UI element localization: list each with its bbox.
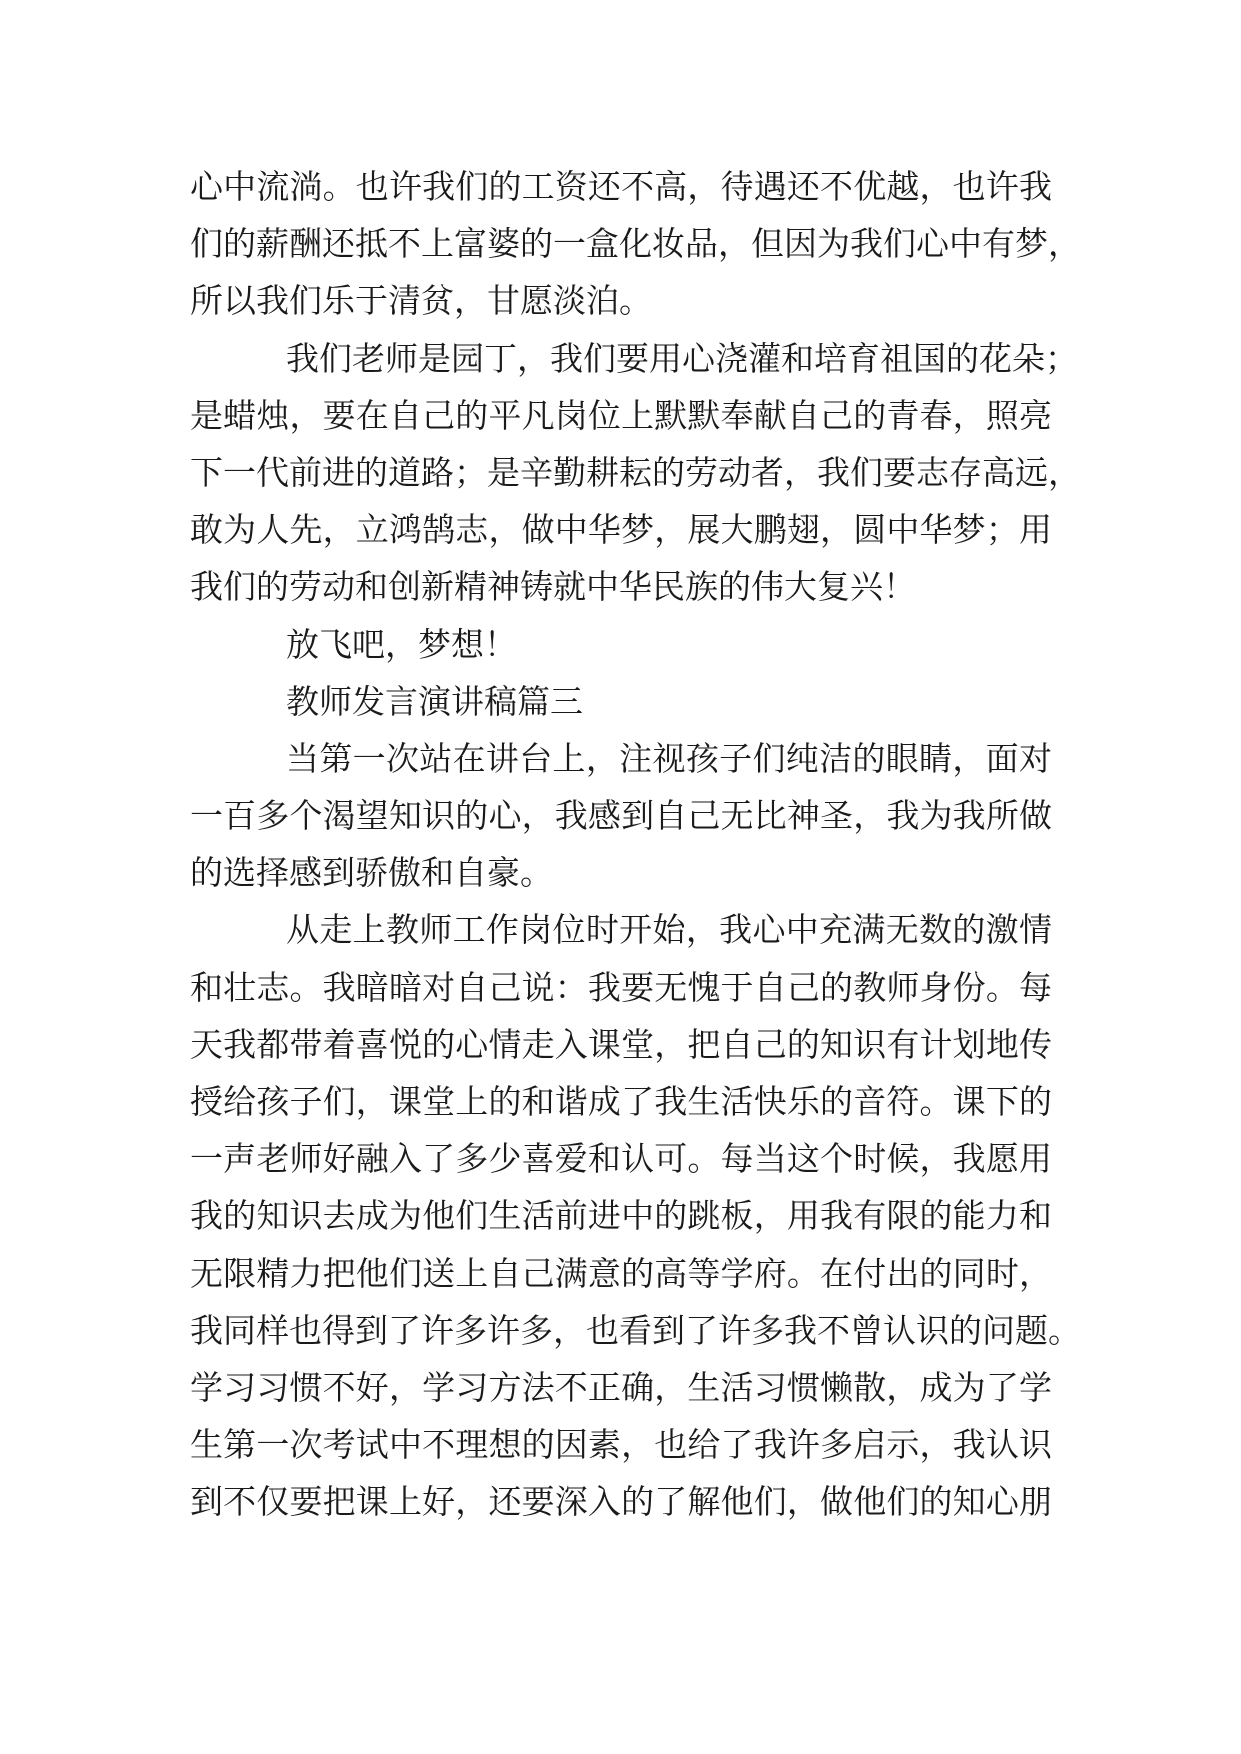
- text-line: 们的薪酬还抵不上富婆的一盒化妆品，但因为我们心中有梦，: [190, 224, 1081, 264]
- text-line: 从走上教师工作岗位时开始，我心中充满无数的激情: [286, 910, 1052, 950]
- text-line: 天我都带着喜悦的心情走入课堂，把自己的知识有计划地传: [190, 1024, 1052, 1064]
- text-line: 授给孩子们，课堂上的和谐成了我生活快乐的音符。课下的: [190, 1082, 1052, 1121]
- section-heading: 教师发言演讲稿篇三: [286, 681, 583, 721]
- text-line: 一声老师好融入了多少喜爱和认可。每当这个时候，我愿用: [190, 1139, 1052, 1179]
- text-line: 我同样也得到了许多许多，也看到了许多我不曾认识的问题。: [190, 1310, 1081, 1350]
- text-line: 当第一次站在讲台上，注视孩子们纯洁的眼睛，面对: [286, 738, 1052, 778]
- text-line: 一百多个渴望知识的心，我感到自己无比神圣，我为我所做: [190, 796, 1052, 836]
- text-line: 生第一次考试中不理想的因素，也给了我许多启示，我认识: [190, 1425, 1052, 1465]
- text-line: 的选择感到骄傲和自豪。: [190, 853, 553, 893]
- body-text: [190, 158, 1081, 1531]
- text-line: 无限精力把他们送上自己满意的高等学府。在付出的同时，: [190, 1253, 1052, 1293]
- text-line: 放飞吧，梦想！: [286, 624, 517, 664]
- text-line: 我们老师是园丁，我们要用心浇灌和培育祖国的花朵；: [286, 338, 1078, 378]
- text-line: 是蜡烛，要在自己的平凡岗位上默默奉献自己的青春，照亮: [190, 395, 1052, 435]
- text-line: 学习习惯不好，学习方法不正确，生活习惯懒散，成为了学: [190, 1367, 1052, 1407]
- text-line: 敢为人先，立鸿鹄志，做中华梦，展大鹏翅，圆中华梦；用: [190, 510, 1052, 550]
- text-line: 我的知识去成为他们生活前进中的跳板，用我有限的能力和: [190, 1196, 1052, 1236]
- text-line: 下一代前进的道路；是辛勤耕耘的劳动者，我们要志存高远，: [190, 452, 1081, 492]
- text-line: 所以我们乐于清贫，甘愿淡泊。: [190, 281, 652, 321]
- text-line: 到不仅要把课上好，还要深入的了解他们，做他们的知心朋: [190, 1482, 1052, 1522]
- text-line: 我们的劳动和创新精神铸就中华民族的伟大复兴！: [190, 567, 916, 607]
- text-line: 和壮志。我暗暗对自己说：我要无愧于自己的教师身份。每: [190, 967, 1052, 1007]
- text-line: 心中流淌。也许我们的工资还不高，待遇还不优越，也许我: [190, 167, 1052, 206]
